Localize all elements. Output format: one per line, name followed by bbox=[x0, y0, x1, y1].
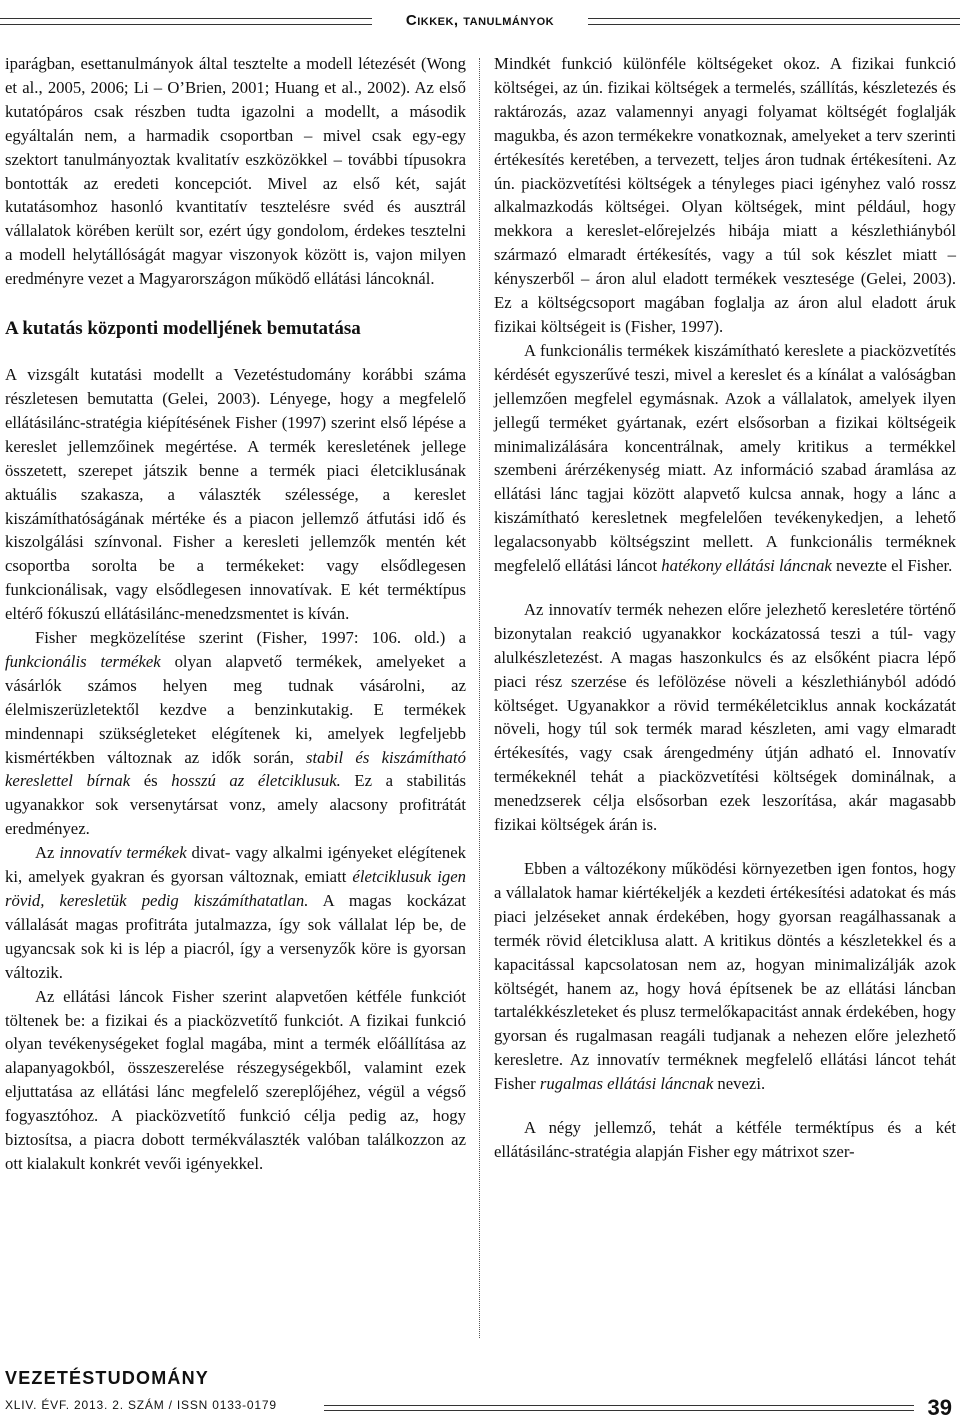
header-rule-left bbox=[0, 18, 372, 25]
left-paragraph-4: Az innovatív termékek divat- vagy alkalmi igényeket elégítenek ki, amelyek gyakran és gyorsan változnak, emiatt életciklusuk igen rövid, keresletük pedig kiszámíthatatlan. A magas kockázat vállalását magas profitráta jutalmazza, így sok vállalat lép be, de ugyancsak sok ki is lép a piacról, így a versenyzők köre is gyorsan változik. bbox=[5, 843, 466, 982]
left-paragraph-2: A vizsgált kutatási modellt a Vezetéstudomány korábbi száma részletesen bemutatta (Gelei, 2003). Lényege, hogy a megfelelő ellátásilánc-stratégia kiépítésének Fisher (1997) szerint első lépése a kereslet jellemzőinek megértése. A termék keresletének jellege összetett, szerepet játszik benne a termék piaci életciklusának aktuális szakasza, a választék szélessége, a kereslet kiszámíthatóságának mértéke és a piacon jellemző átfutási idő és kiszolgálási színvonal. Fisher a keresleti jellemzők mentén két csoportba sorolta be a termékeket: vagy elsődlegesen funkcionálisak, vagy elsődlegesen innovatívak. E két terméktípus eltérő fókuszú ellátásilánc-menedzsmentet is kíván. bbox=[5, 365, 466, 624]
right-paragraph-1: Mindkét funkció különféle költségeket okoz. A fizikai funkció költségei, az ún. fizikai költségek a termelés, szállítás, készletezés és raktározás, azaz valamennyi anyagi folyamat költségét foglalják magukba, és azon termékekre vonatkoznak, amelyeket a terv szerinti értékesítés keretében, a tervezett, teljes áron tudnak értékesíteni. Az ún. piacközvetítési költségek a tényleges piaci igényhez való rossz alkalmazkodás költségei. Olyan költségek, mint például, hogy mekkora a kereslet-előrejelzés hibája miatt a készlethiányból származó elmaradt értékesítés, vagy a túl sok készlet miatt – kényszerből – áron alul eladott termékek vesztesége (Gelei, 2003). Ez a költségcsoport magában foglalja az áron alul eladott áruk fizikai költségeit is (Fisher, 1997). bbox=[494, 54, 956, 336]
left-paragraph-1: iparágban, esettanulmányok által tesztelte a modell létezését (Wong et al., 2005, 2006; Li – O’Brien, 2001; Huang et al., 2002). Az első kutatópáros csak részben tudta igazolni a modellt, a második egyáltalán nem, a harmadik csoportban – mivel csak egy-egy szektort tanulmányoztak kvalitatív eszközökkel – további típusokra bontották az eredeti koncepciót. Mivel az első két, saját kutatásomhoz hasonló kvantitatív tesztelésre svéd és ausztrál vállalatok körében került sor, ezért úgy gondolom, érdekes tesztelni a modell helytállóságát magyar viszonyok között is, vajon milyen eredményre vezet a Magyarországon működő ellátási láncoknál. bbox=[5, 54, 466, 289]
footer-rule bbox=[324, 1405, 914, 1411]
footer-issue-info: XLIV. ÉVF. 2013. 2. SZÁM / ISSN 0133-0179 bbox=[5, 1398, 277, 1412]
column-divider bbox=[479, 58, 480, 1338]
left-paragraph-3: Fisher megközelítése szerint (Fisher, 1997: 106. old.) a funkcionális termékek olyan alapvető termékek, amelyeket a vásárlók számos helyen meg tudnak vásárolni, az élelmiszerüzletektől kezdve a benzinkutakig. E termékek mindennapi szükségleteket elégítenek ki, amelyek legfeljebb kismértékben változnak az idők során, stabil és kiszámítható kereslettel bírnak és hosszú az életciklusuk. Ez a stabilitás ugyanakkor sok versenytársat vonz, amely alacsony profitrátát eredményez. bbox=[5, 628, 466, 839]
page-number: 39 bbox=[927, 1395, 952, 1420]
right-column bbox=[494, 52, 956, 1164]
running-header bbox=[0, 12, 960, 30]
running-head-title: Cikkek, tanulmányok bbox=[405, 12, 555, 29]
left-paragraph-5: Az ellátási láncok Fisher szerint alapvetően kétféle funkciót töltenek be: a fizikai és a piacközvetítő funkciót. A fizikai funkció olyan tevékenységeket foglal magába, mint a termék előállítása az alapanyagokból, összeszerelése részegységekből, valamint ezek eljuttatása az ellátási lánc megfelelő szereplőjéhez, végül a végső fogyasztóhoz. A piacközvetítő funkció célja pedig az, hogy biztosítsa, a piacra dobott termékválaszték valóban találkozzon az ott kialakult konkrét vevői igényekkel. bbox=[5, 986, 466, 1173]
right-paragraph-5: A négy jellemző, tehát a kétféle terméktípus és a két ellátásilánc-stratégia alapján Fisher egy mátrixot szer- bbox=[494, 1118, 956, 1161]
header-rule-right bbox=[588, 18, 960, 25]
left-column bbox=[5, 52, 466, 1176]
right-paragraph-3: Az innovatív termék nehezen előre jelezhető keresletére történő bizonytalan reakció ugyanakkor kockázatossá teszi a túl- vagy alulkészletezést. A magas haszonkulcs és az elsőként piacra lépő piaci rész szerzése és lefölözése növeli a készlethiányból adódó költséget. Ugyanakkor a rövid termékéletciklus annak kockázatát növeli, hogy túl sok termék marad készleten, ami vagy elmaradt értékesítés, vagy csak árengedmény útján adható el. Innovatív termékeknél tehát a piacközvetítési költségek dominálnak, a menedzserek célja elsősorban ezek leszorítása, akár magasabb fizikai költségek árán is. bbox=[494, 599, 956, 835]
right-paragraph-2: A funkcionális termékek kiszámítható kereslete a piacközvetítés kérdését egyszerűvé teszi, mivel a kereslet és a kínálat a valóságban jellemzően megfelel egymásnak. Azok a vállalatok, amelyek ilyen jellegű terméket gyártanak, ezért elsősorban a fizikai költségeik minimalizálására koncentrálnak, amely kritikus a termékkel szembeni árérzékenység miatt. Az információ szabad áramlása az ellátási lánc tagjai között alapvető kulcsa annak, hogy a lánc a kiszámítható keresletnek megfelelően tevékenykedjen, a lehető legalacsonyabb költségszint mellett. A funkcionális terméknek megfelelő ellátási láncot hatékony ellátási láncnak nevezte el Fisher. bbox=[494, 340, 956, 576]
right-paragraph-4: Ebben a változékony működési környezetben igen fontos, hogy a vállalatok hamar kiértékeljék a kezdeti értékesítési adatokat és más piaci jelzéseket annak érdekében, hogy gyorsan reagálhassanak a termék rövid életciklusa alatt. A kritikus döntés a készletekkel és a kapacitással kapcsolatosan nem az, hogyan minimalizálják azok költségét, hanem az, hogy hová építsenek be az ellátási láncban tartalékkészleteket és plusz termelőkapacitást annak érdekében, hogy gyorsan és rugalmasan reagáli tudjanak a nehezen előre jelezhető keresletre. Az innovatív terméknek megfelelő ellátási láncot tehát Fisher rugalmas ellátási láncnak nevezi. bbox=[494, 859, 956, 1094]
section-heading: A kutatás központi modelljének bemutatása bbox=[5, 318, 361, 340]
footer-journal-title: VEZETÉSTUDOMÁNY bbox=[5, 1368, 210, 1388]
